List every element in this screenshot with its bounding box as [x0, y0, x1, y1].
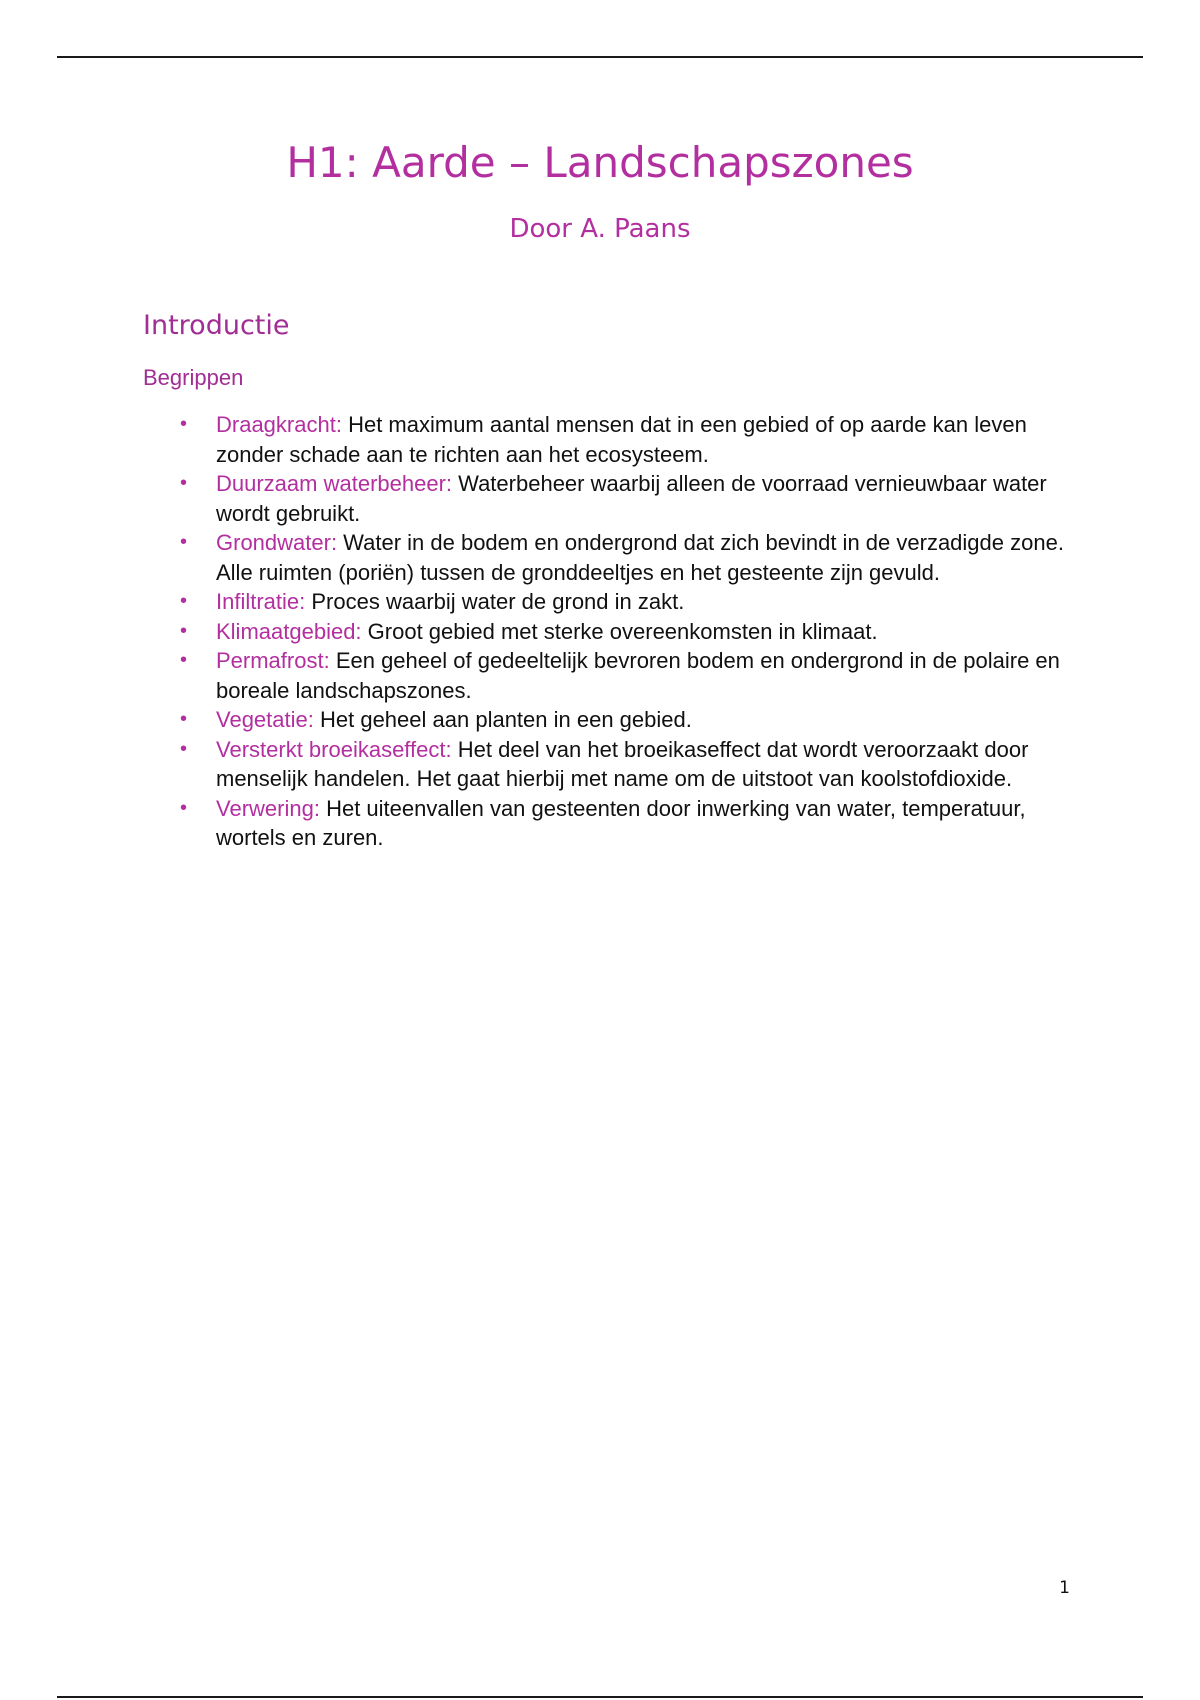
- page-number: 1: [1059, 1578, 1070, 1598]
- bullet-icon: •: [180, 590, 188, 612]
- glossary-item: [180, 469, 1076, 528]
- glossary-term: Vegetatie:: [216, 707, 314, 732]
- bullet-icon: •: [180, 531, 188, 553]
- glossary-term: Permafrost:: [216, 648, 330, 673]
- glossary-item: [180, 646, 1076, 705]
- glossary-term: Infiltratie:: [216, 589, 306, 614]
- glossary-term: Versterkt broeikaseffect:: [216, 736, 452, 762]
- glossary-definition: Het uiteenvallen van gesteenten door inwerking van water, temperatuur, wortels en zuren.: [216, 795, 1026, 850]
- bullet-icon: •: [180, 796, 188, 819]
- bullet-icon: •: [180, 413, 188, 435]
- bullet-icon: •: [180, 708, 188, 730]
- header-rule: [57, 56, 1143, 58]
- glossary-term: Draagkracht:: [216, 412, 342, 437]
- footer-rule: [57, 1696, 1143, 1698]
- glossary-item: [180, 794, 1076, 853]
- bullet-icon: •: [180, 472, 188, 494]
- glossary-term: Klimaatgebied:: [216, 618, 362, 644]
- glossary-definition: Een geheel of gedeeltelijk bevroren bodem en ondergrond in de polaire en boreale landschapszones.: [216, 648, 1060, 703]
- glossary-definition: Het geheel aan planten in een gebied.: [313, 707, 692, 732]
- glossary-list: [180, 410, 1076, 853]
- glossary-item: [180, 528, 1076, 587]
- document-title: H1: Aarde – Landschapszones: [286, 138, 914, 187]
- glossary-term: Duurzaam waterbeheer:: [216, 471, 453, 496]
- glossary-definition: Waterbeheer waarbij alleen de voorraad vernieuwbaar water wordt gebruikt.: [216, 471, 1047, 526]
- bullet-icon: •: [180, 649, 188, 671]
- glossary-item: [180, 587, 1076, 617]
- glossary-definition: Het maximum aantal mensen dat in een gebied of op aarde kan leven zonder schade aan te richten aan het ecosysteem.: [216, 412, 1027, 467]
- glossary-item: [180, 617, 1076, 647]
- glossary-term: Verwering:: [216, 795, 320, 821]
- glossary-item: [180, 735, 1076, 794]
- bullet-icon: •: [180, 619, 188, 642]
- glossary-definition: Proces waarbij water de grond in zakt.: [305, 589, 685, 614]
- section-heading: Introductie: [143, 310, 290, 341]
- glossary-definition: Groot gebied met sterke overeenkomsten in klimaat.: [361, 618, 878, 644]
- glossary-item: [180, 705, 1076, 735]
- glossary-definition: Water in de bodem en ondergrond dat zich bevindt in de verzadigde zone. Alle ruimten (poriën) tussen de gronddeeltjes en het gesteente zijn gevuld.: [216, 530, 1064, 585]
- subsection-heading: Begrippen: [143, 365, 244, 390]
- glossary-term: Grondwater:: [216, 530, 338, 555]
- document-author: Door A. Paans: [509, 214, 691, 244]
- glossary-definition: Het deel van het broeikaseffect dat wordt veroorzaakt door menselijk handelen. Het gaat hierbij met name om de uitstoot van koolstofdioxide.: [216, 736, 1029, 791]
- glossary-item: [180, 410, 1076, 469]
- bullet-icon: •: [180, 737, 188, 760]
